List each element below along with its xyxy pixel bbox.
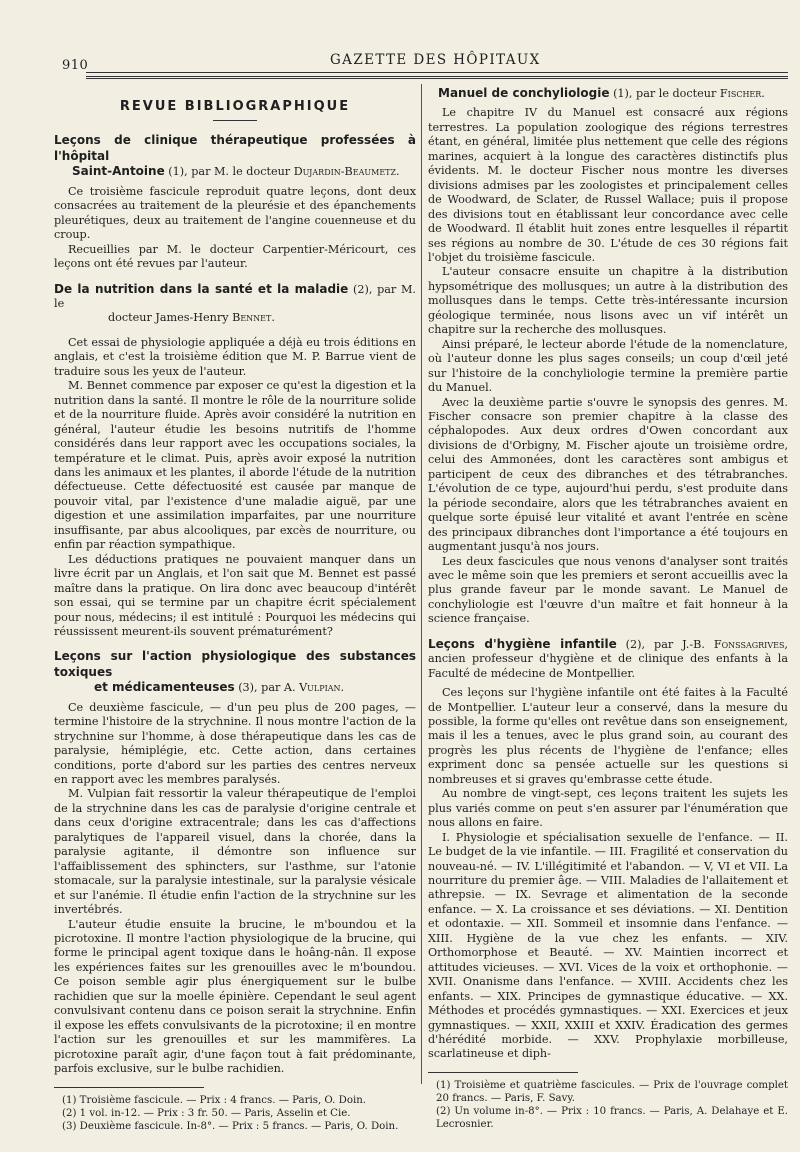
entry-1-paragraph-1: Ce troisième fascicule reproduit quatre leçons, dont deux consacrées au traitement de la pleurésie et des épanchements pleurétiques, deux au traitement de l'angine couenneuse et du croup. bbox=[54, 184, 416, 242]
entry-title-2: De la nutrition dans la santé et la maladie (2), par M. le docteur James-Henry Bennet. bbox=[54, 281, 416, 325]
entry-2-paragraph-1: Cet essai de physiologie appliquée a déjà eu trois éditions en anglais, et c'est la troisième édition que M. P. Barrue vient de traduire sous les yeux de l'auteur. bbox=[54, 335, 416, 378]
entry-4-paragraph-4: Avec la deuxième partie s'ouvre le synopsis des genres. M. Fischer consacre son premier chapitre à la classe des céphalopodes. Aux deux ordres d'Owen concordant aux divisions de d'Orbigny, M. Fischer ajoute un troisième ordre, celui des Ammonées, dont les caractères sont ambigus et participent de ceux des dibranches et des tétrabranches. L'évolution de ce type, aujourd'hui perdu, s'est produite dans la période secondaire, alors que les tétrabranches avaient en quelque sorte épuisé leur vitalité et avant l'entrée en scène des principaux dibranches dont l'importance a été toujours en augmentant jusqu'à nos jours. bbox=[428, 395, 788, 554]
entry-5-title-rest: ancien professeur d'hygiène et de clinique des enfants à la Faculté de médecine de Montpellier. bbox=[428, 652, 788, 680]
entry-title-1 bbox=[54, 133, 416, 179]
footnote-right-2: (2) Un volume in-8°. — Prix : 10 francs. — Paris, A. Delahaye et E. Lecrosnier. bbox=[436, 1105, 788, 1130]
footnote-left-2: (2) 1 vol. in-12. — Prix : 3 fr. 50. — Paris, Asselin et Cie. bbox=[62, 1107, 351, 1119]
entry-1-author: Dujardin-Beaumetz. bbox=[293, 165, 400, 179]
header-double-rule bbox=[86, 76, 788, 81]
entry-1-title-text: Leçons de clinique thérapeutique professées à l'hôpital bbox=[54, 133, 416, 163]
entry-4-paragraph-1: Le chapitre IV du Manuel est consacré aux régions terrestres. La population zoologique des régions terrestres étant, en général, limitée plus nettement que celle des régions marines, acquiert à la longue des caractères distinctifs plus évidents. M. le docteur Fischer nous montre les diverses divisions admises par les zoologistes et principalement celles de Woodward, de Sclater, de Russel Wallace; puis il propose des divisions tout en établissant leur concordance avec celle de Woodward. Il établit huit zones entre lesquelles il répartit ses régions au nombre de 30. L'étude de ces 30 régions fait l'objet du troisième fascicule. bbox=[428, 106, 788, 264]
entry-3-title-line2: et médicamenteuses (3), par A. Vulpian. bbox=[94, 680, 345, 695]
entry-3-title-text: Leçons sur l'action physiologique des substances toxiques bbox=[54, 649, 416, 679]
entry-2-paragraph-3: Les déductions pratiques ne pouvaient manquer dans un livre écrit par un Anglais, et l'on sait que M. Bennet est passé maître dans la pratique. On lira donc avec beaucoup d'intérêt son essai, qui se termine par un chapitre écrit spécialement pour nous, médecins; il est intitulé : Pourquoi les médecins qui réussissent meurent-ils souvent prématurément? bbox=[54, 552, 416, 638]
entry-4-paragraph-2: L'auteur consacre ensuite un chapitre à la distribution hypsométrique des mollusques; un autre à la distribution des mollusques dans le temps. Cette très-intéressante incursion géologique terminée, nous lisons avec un vif intérêt un chapitre sur la recherche des mollusques. bbox=[428, 265, 788, 337]
entry-5-title-text: Leçons d'hygiène infantile bbox=[428, 636, 617, 651]
entry-title-4: Manuel de conchyliologie (1), par le docteur Fischer. bbox=[438, 86, 765, 100]
entry-5-paragraph-3: I. Physiologie et spécialisation sexuelle de l'enfance. — II. Le budget de la vie infantile. — III. Fragilité et conservation du nouveau-né. — IV. L'illégitimité et l'abandon. — V, VI et VII. La nourriture du premier âge. — VIII. Maladies de l'allaitement et athrepsie. — IX. Sevrage et alimentation de la seconde enfance. — X. La croissance et ses déviations. — XI. Dentition et odontaxie. — XII. Sommeil et insomnie dans l'enfance. — XIII. Hygiène de la vue chez les enfants. — XIV. Orthomorphose et Beauté. — XV. Maintien incorrect et attitudes vicieuses. — XVI. Vices de la voix et orthophonie. — XVII. Onanisme dans l'enfance. — XVIII. Accidents chez les enfants. — XIX. Principes de gymnastique éducative. — XX. Méthodes et procédés gymnastiques. — XXI. Exercices et jeux gymnastiques. — XXII, XXIII et XXIV. Éradication des germes d'hérédité morbide. — XXV. Prophylaxie morbilleuse, scarlatineuse et diph- bbox=[428, 830, 788, 1061]
entry-3-paragraph-1: Ce deuxième fascicule, — d'un peu plus de 200 pages, — termine l'histoire de la strychnine. Il nous montre l'action de la strychnine sur l'homme, à dose thérapeutique dans les cas de paralysie, hémiplégie, etc. Cette action, dans certaines conditions, porte d'abord sur les parties des centres nerveux en rapport avec les membres paralysés. bbox=[54, 700, 416, 787]
section-rule bbox=[213, 120, 257, 121]
entry-5-paragraph-1: Ces leçons sur l'hygiène infantile ont été faites à la Faculté de Montpellier. L'auteur leur a conservé, dans la mesure du possible, la forme qu'elles ont revêtue dans son enseignement, mais il les a tenues, avec le plus grand soin, au courant des progrès les plus récents de l'hygiène de l'enfance; elles expriment donc sa pensée actuelle sur les questions si nombreuses et si graves qu'embrasse cette étude. bbox=[428, 686, 788, 786]
entry-2-title-text: De la nutrition dans la santé et la maladie bbox=[54, 281, 349, 296]
footnote-rule-right bbox=[428, 1072, 578, 1073]
page-number: 910 bbox=[62, 58, 89, 73]
entry-3-author: Vulpian. bbox=[299, 681, 345, 695]
entry-4-paragraph-3: Ainsi préparé, le lecteur aborde l'étude de la nomenclature, où l'auteur donne les plus sages conseils; un coup d'œil jeté sur l'histoire de la conchyliologie termine la première partie du Manuel. bbox=[428, 337, 788, 395]
entry-5-author: Fonssagrives, bbox=[713, 637, 788, 651]
entry-2-author: Bennet. bbox=[232, 311, 275, 325]
entry-4-paragraph-5: Les deux fascicules que nous venons d'analyser sont traités avec le même soin que les premiers et seront accueillis avec la plus grande faveur par le monde savant. Le Manuel de conchyliologie est l'œuvre d'un maître et fait honneur à la science française. bbox=[428, 554, 788, 626]
left-column bbox=[54, 86, 416, 1133]
header-rule bbox=[86, 72, 788, 73]
column-divider bbox=[421, 84, 422, 1084]
running-head: GAZETTE DES HÔPITAUX bbox=[330, 52, 541, 68]
footnote-left-1: (1) Troisième fascicule. — Prix : 4 francs. — Paris, O. Doin. bbox=[62, 1094, 367, 1106]
entry-3-paragraph-3: L'auteur étudie ensuite la brucine, le m'boundou et la picrotoxine. Il montre l'action physiologique de la brucine, qui forme le principal agent toxique dans le hoâng-nân. Il expose les expériences faites sur les grenouilles avec le m'boundou. Ce poison semble agir plus énergiquement sur le bulbe rachidien que sur la moelle épinière. Cependant le seul agent convulsivant contenu dans ce poison serait la strychnine. Enfin il expose les effets convulsivants de la picrotoxine; il en montre l'action sur les grenouilles et sur les mammifères. La picrotoxine paraît agir, d'une façon tout à fait prédominante, parfois exclusive, sur le bulbe rachidien. bbox=[54, 917, 416, 1076]
entry-3-paragraph-2: M. Vulpian fait ressortir la valeur thérapeutique de l'emploi de la strychnine dans les cas de paralysie d'origine centrale et dans ceux d'origine extracentrale; dans les cas d'affections paralytiques de l'appareil visuel, dans la chorée, dans la paralysie agitante, il démontre son influence sur l'affaiblissement des sphincters, sur l'asthme, sur l'atonie stomacale, sur la paralysie intestinale, sur la paralysie vésicale et sur l'anémie. Il étudie enfin l'action de la strychnine sur les invertébrés. bbox=[54, 787, 416, 917]
entry-1-title-line2: Saint-Antoine (1), par M. le docteur Dujardin-Beaumetz. bbox=[72, 164, 400, 179]
footnote-left-3: (3) Deuxième fascicule. In-8°. — Prix : 5 francs. — Paris, O. Doin. bbox=[62, 1120, 399, 1132]
section-title: REVUE BIBLIOGRAPHIQUE bbox=[119, 99, 351, 114]
footnote-rule-left bbox=[54, 1087, 204, 1088]
entry-title-3 bbox=[54, 649, 416, 695]
entry-4-title-text: Manuel de conchyliologie bbox=[438, 86, 610, 100]
entry-2-title-line2: docteur James-Henry Bennet. bbox=[108, 311, 275, 325]
entry-title-5: Leçons d'hygiène infantile (2), par J.-B. Fonssagrives, ancien professeur d'hygiène et de clinique des enfants à la Faculté de médecine de Montpellier. bbox=[428, 636, 788, 680]
footnote-right-1: (1) Troisième et quatrième fascicules. — Prix de l'ouvrage complet 20 francs. — Paris, F. Savy. bbox=[436, 1079, 788, 1104]
entry-2-paragraph-2: M. Bennet commence par exposer ce qu'est la digestion et la nutrition dans la santé. Il montre le rôle de la nourriture solide et de la nourriture fluide. Après avoir considéré la nutrition en général, l'auteur étudie les besoins nutritifs de l'homme considérés dans leur rapport avec les occupations sociales, la température et le climat. Puis, après avoir exposé la nutrition dans les animaux et les plantes, il aborde l'étude de la nutrition défectueuse. Cette défectuosité est causée par manque de pouvoir vital, par l'existence d'une maladie aiguë, par une digestion et une assimilation imparfaites, par une nourriture insuffisante, par abus alcooliques, par excès de nourriture, ou enfin par réaction sympathique. bbox=[54, 379, 416, 552]
entry-1-paragraph-2: Recueillies par M. le docteur Carpentier-Méricourt, ces leçons ont été revues par l'auteur. bbox=[54, 242, 416, 271]
right-column bbox=[428, 86, 788, 1131]
entry-5-paragraph-2: Au nombre de vingt-sept, ces leçons traitent les sujets les plus variés comme on peut s'en assurer par l'énumération que nous allons en faire. bbox=[428, 787, 788, 830]
entry-4-author: Fischer. bbox=[719, 87, 765, 100]
